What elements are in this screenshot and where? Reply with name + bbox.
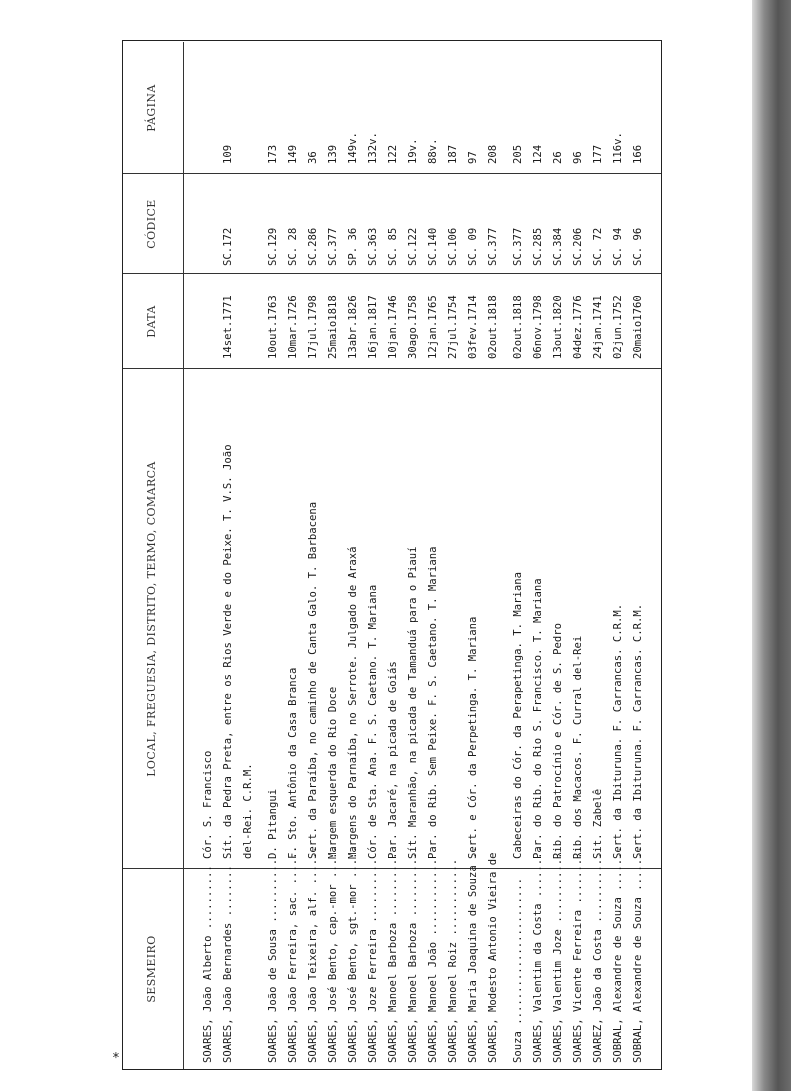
codice-cell: SC.172 [222, 227, 234, 266]
local-cell: Margem esquerda do Rio Doce [327, 686, 339, 859]
local-cell: Cabeceiras do Cór. da Perapetinga. T. Mariana [512, 571, 524, 859]
asterisk-mark: * [112, 1051, 120, 1066]
local-cell: Sert. da Ibituruna. F. Carrancas. C.R.M. [612, 603, 624, 859]
table-row [528, 42, 548, 1069]
local-cell: F. Sto. Antônio da Casa Branca [287, 667, 299, 859]
local-cell: Rib. do Patrocínio e Cór. de S. Pedro [552, 623, 564, 859]
table-row [343, 42, 363, 1069]
sesmeiro-cell: SOBRAL, Alexandre de Souza ....... [612, 846, 624, 1063]
local-cell: D. Pitangui [267, 788, 279, 859]
codice-cell: SC. 72 [592, 227, 604, 266]
header-pagina: PÁGINA [145, 84, 158, 132]
table-row [238, 42, 258, 1069]
sesmeiro-cell: SOARES, Manoel Roiz ............ [447, 858, 459, 1063]
data-cell: 02jun.1752 [612, 295, 624, 359]
pagina-cell: 139 [327, 144, 339, 164]
local-cell: Par. do Rib. Sem Peixe. F. S. Caetano. T. Mariana [427, 546, 439, 859]
pagina-cell: 149 [287, 144, 299, 164]
sesmeiro-cell: SOARES, José Bento, sgt.-mor ..... [347, 846, 359, 1063]
sesmeiro-cell: SOARES, Modesto Antonio Vieira de [487, 852, 499, 1063]
local-cell: Sít. Maranhão, na picada de Tamanduá para o Piauí [407, 546, 419, 859]
pagina-cell: 166 [632, 144, 644, 164]
table-row [303, 42, 323, 1069]
data-cell: 10mar.1726 [287, 295, 299, 359]
codice-cell: SC.106 [447, 227, 459, 266]
sesmeiro-cell: SOARES, Valentim da Costa ........ [532, 846, 544, 1063]
table-row [283, 42, 303, 1069]
local-cell: Sert. e Cór. da Perpetinga. T. Mariana [467, 616, 479, 859]
local-cell: Sit. Zabelê [592, 788, 604, 859]
codice-cell: SC.122 [407, 227, 419, 266]
codice-cell: SC. 28 [287, 227, 299, 266]
local-cell: Par. do Rib. do Rio S. Francisco. T. Mariana [532, 578, 544, 859]
table-row [548, 42, 568, 1069]
table-row [383, 42, 403, 1069]
pagina-cell: 96 [572, 151, 584, 164]
codice-cell: SC.377 [487, 227, 499, 266]
data-cell: 27jul.1754 [447, 295, 459, 359]
table-row [218, 42, 238, 1069]
data-cell: 10out.1763 [267, 295, 279, 359]
pagina-cell: 132v. [367, 132, 379, 164]
sesmeiro-cell: SOARES, José Bento, cap.-mor ..... [327, 846, 339, 1063]
pagina-cell: 173 [267, 144, 279, 164]
data-cell: 13abr.1826 [347, 295, 359, 359]
table-row [628, 42, 648, 1069]
data-cell: 25maio1818 [327, 295, 339, 359]
table-row [588, 42, 608, 1069]
table-row [363, 42, 383, 1069]
pagina-cell: 97 [467, 151, 479, 164]
codice-cell: SC.377 [327, 227, 339, 266]
data-cell: 17jul.1798 [307, 295, 319, 359]
codice-cell: SC.129 [267, 227, 279, 266]
data-cell: 02out.1818 [512, 295, 524, 359]
data-cell: 13out.1820 [552, 295, 564, 359]
local-cell: del-Rei. C.R.M. [242, 763, 254, 859]
pagina-cell: 26 [552, 151, 564, 164]
local-cell: Cór. de Sta. Ana. F. S. Caetano. T. Mariana [367, 584, 379, 859]
header-data: DATA [145, 305, 158, 338]
sesmeiro-cell: SOARES, Joze Ferreira .......... [367, 858, 379, 1063]
sesmeiro-cell: SOARES, Manoel Barboza .......... [407, 852, 419, 1063]
sesmeiro-cell: SOARES, João Bernardes ........ [222, 865, 234, 1063]
sesmeiro-cell: SOARES, Valentim Joze ........... [552, 852, 564, 1063]
pagina-cell: 187 [447, 144, 459, 164]
header-codice: CÓDICE [145, 199, 158, 249]
pagina-cell: 124 [532, 144, 544, 164]
local-cell: Sert. da Ibituruna. F. Carrancas. C.R.M. [632, 603, 644, 859]
sesmeiro-cell: SOARES, Maria Joaquina de Souza .. [467, 846, 479, 1063]
sesmeiro-cell: SOAREZ, João da Costa ........... [592, 852, 604, 1063]
sesmeiro-cell: SOARES, João Teixeira, alf. ...... [307, 846, 319, 1063]
table-row [483, 42, 503, 1069]
data-cell: 04dez.1776 [572, 295, 584, 359]
data-cell: 12jan.1765 [427, 295, 439, 359]
codice-cell: SC.286 [307, 227, 319, 266]
table-row [443, 42, 463, 1069]
header-sesmeiro: SESMEIRO [145, 935, 158, 1003]
data-cell: 14set.1771 [222, 295, 234, 359]
local-cell: Rib. dos Macacos. F. Curral del-Rei [572, 635, 584, 859]
table-row [403, 42, 423, 1069]
sesmeiro-cell: SOARES, João de Sousa .......... [267, 858, 279, 1063]
local-cell: Margens do Parnaíba, no Serrote. Julgado de Araxá [347, 546, 359, 859]
sesmeiro-cell: SOBRAL, Alexandre de Souza ....... [632, 846, 644, 1063]
codice-cell: SC.377 [512, 227, 524, 266]
data-cell: 10jan.1746 [387, 295, 399, 359]
codice-cell: SC. 94 [612, 227, 624, 266]
data-cell: 16jan.1817 [367, 295, 379, 359]
sesmeiro-cell: SOARES, João Ferreira, sac. ...... [287, 846, 299, 1063]
table-row [508, 42, 528, 1069]
codice-cell: SC.140 [427, 227, 439, 266]
sesmeiro-cell: SOARES, Vicente Ferreira ......... [572, 846, 584, 1063]
sesmeiro-cell: SOARES, João Alberto .......... [202, 865, 214, 1063]
pagina-cell: 208 [487, 144, 499, 164]
rotated-page [122, 40, 662, 1070]
codice-cell: SC.206 [572, 227, 584, 266]
data-cell: 20maio1760 [632, 295, 644, 359]
pagina-cell: 36 [307, 151, 319, 164]
table-row [608, 42, 628, 1069]
sesmeiro-cell: Souza ....................... [512, 878, 524, 1063]
codice-cell: SC.384 [552, 227, 564, 266]
codice-cell: SC.363 [367, 227, 379, 266]
codice-cell: SC. 96 [632, 227, 644, 266]
codice-cell: SC.285 [532, 227, 544, 266]
pagina-cell: 177 [592, 144, 604, 164]
table-row [463, 42, 483, 1069]
pagina-cell: 19v. [407, 138, 419, 164]
table-row [323, 42, 343, 1069]
data-cell: 24jan.1741 [592, 295, 604, 359]
local-cell: Sert. da Paraíba, no caminho de Canta Galo. T. Barbacena [307, 501, 319, 859]
data-cell: 02out.1818 [487, 295, 499, 359]
data-cell: 06nov.1798 [532, 295, 544, 359]
header-local: LOCAL, FREGUESIA, DISTRITO, TERMO, COMARCA [145, 461, 158, 777]
table-row [423, 42, 443, 1069]
sesmarias-table [122, 40, 662, 1070]
pagina-cell: 88v. [427, 138, 439, 164]
table-row [263, 42, 283, 1069]
codice-cell: SC. 09 [467, 227, 479, 266]
pagina-cell: 116v. [612, 132, 624, 164]
codice-cell: SC. 85 [387, 227, 399, 266]
local-cell: Sít. da Pedra Preta, entre os Rios Verde e do Peixe. T. V.S. João [222, 444, 234, 859]
codice-cell: SP. 36 [347, 227, 359, 266]
pagina-cell: 205 [512, 144, 524, 164]
pagina-cell: 122 [387, 144, 399, 164]
sesmeiro-cell: SOARES, Manoel Barboza .......... [387, 852, 399, 1063]
sesmeiro-cell: SOARES, Manoel João ............ [427, 858, 439, 1063]
local-cell: Cór. S. Francisco [202, 750, 214, 859]
pagina-cell: 149v. [347, 132, 359, 164]
pagina-cell: 109 [222, 144, 234, 164]
data-cell: 03fev.1714 [467, 295, 479, 359]
table-row [568, 42, 588, 1069]
data-cell: 30ago.1758 [407, 295, 419, 359]
header-divider [183, 42, 184, 1069]
table-row [198, 42, 218, 1069]
local-cell: Par. Jacaré, na picada de Goiás [387, 661, 399, 859]
page-edge-shadow [752, 0, 791, 1091]
